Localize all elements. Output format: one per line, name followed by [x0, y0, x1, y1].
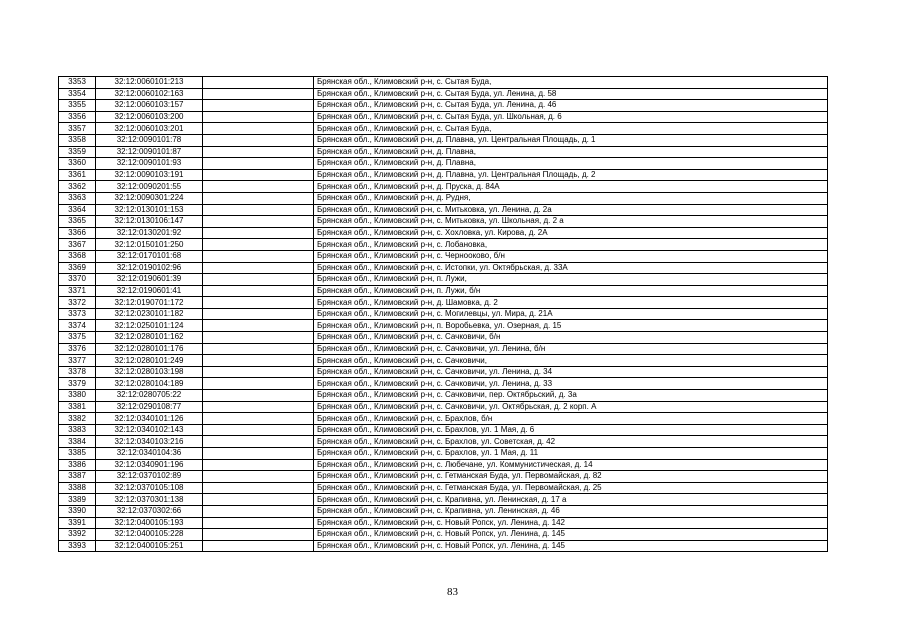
address-cell: Брянская обл., Климовский р-н, с. Сачковичи, ул. Ленина, д. 33	[314, 378, 828, 390]
table-row	[59, 204, 828, 216]
row-number-cell: 3357	[59, 123, 96, 135]
address-cell: Брянская обл., Климовский р-н, с. Хохловка, ул. Кирова, д. 2А	[314, 227, 828, 239]
empty-cell	[203, 216, 314, 228]
table-row	[59, 378, 828, 390]
row-number-cell: 3381	[59, 401, 96, 413]
table-row	[59, 332, 828, 344]
cadastral-number-cell: 32:12:0190601:39	[96, 274, 203, 286]
address-cell: Брянская обл., Климовский р-н, с. Сытая Буда, ул. Ленина, д. 46	[314, 100, 828, 112]
row-number-cell: 3373	[59, 308, 96, 320]
empty-cell	[203, 529, 314, 541]
cadastral-number-cell: 32:12:0090201:55	[96, 181, 203, 193]
table-row	[59, 355, 828, 367]
table-row	[59, 308, 828, 320]
table-row	[59, 262, 828, 274]
address-cell: Брянская обл., Климовский р-н, с. Сачковичи, ул. Ленина, д. 34	[314, 366, 828, 378]
empty-cell	[203, 274, 314, 286]
cadastral-number-cell: 32:12:0370102:89	[96, 471, 203, 483]
property-registry-table	[58, 76, 828, 552]
table-row	[59, 250, 828, 262]
row-number-cell: 3380	[59, 390, 96, 402]
row-number-cell: 3376	[59, 343, 96, 355]
table-row	[59, 517, 828, 529]
empty-cell	[203, 285, 314, 297]
cadastral-number-cell: 32:12:0400105:251	[96, 540, 203, 552]
address-cell: Брянская обл., Климовский р-н, с. Сачковичи, ул. Октябрьская, д. 2 корп. А	[314, 401, 828, 413]
cadastral-number-cell: 32:12:0090101:87	[96, 146, 203, 158]
cadastral-number-cell: 32:12:0230101:182	[96, 308, 203, 320]
table-row	[59, 227, 828, 239]
table-row	[59, 424, 828, 436]
table-row	[59, 111, 828, 123]
table-row	[59, 239, 828, 251]
table-row	[59, 297, 828, 309]
row-number-cell: 3370	[59, 274, 96, 286]
cadastral-number-cell: 32:12:0090103:191	[96, 169, 203, 181]
row-number-cell: 3358	[59, 134, 96, 146]
empty-cell	[203, 355, 314, 367]
empty-cell	[203, 100, 314, 112]
cadastral-number-cell: 32:12:0340103:216	[96, 436, 203, 448]
cadastral-number-cell: 32:12:0190701:172	[96, 297, 203, 309]
empty-cell	[203, 169, 314, 181]
row-number-cell: 3388	[59, 482, 96, 494]
cadastral-number-cell: 32:12:0340101:126	[96, 413, 203, 425]
address-cell: Брянская обл., Климовский р-н, с. Новый Ропск, ул. Ленина, д. 142	[314, 517, 828, 529]
empty-cell	[203, 448, 314, 460]
table-row	[59, 482, 828, 494]
empty-cell	[203, 227, 314, 239]
table-row	[59, 158, 828, 170]
empty-cell	[203, 181, 314, 193]
empty-cell	[203, 343, 314, 355]
row-number-cell: 3359	[59, 146, 96, 158]
table-row	[59, 123, 828, 135]
empty-cell	[203, 436, 314, 448]
row-number-cell: 3377	[59, 355, 96, 367]
registry-table-body	[59, 77, 828, 552]
cadastral-number-cell: 32:12:0370105:108	[96, 482, 203, 494]
table-row	[59, 192, 828, 204]
empty-cell	[203, 111, 314, 123]
row-number-cell: 3393	[59, 540, 96, 552]
address-cell: Брянская обл., Климовский р-н, с. Сачковичи, б/н	[314, 332, 828, 344]
cadastral-number-cell: 32:12:0060103:200	[96, 111, 203, 123]
empty-cell	[203, 390, 314, 402]
row-number-cell: 3365	[59, 216, 96, 228]
cadastral-number-cell: 32:12:0340104:36	[96, 448, 203, 460]
table-row	[59, 146, 828, 158]
address-cell: Брянская обл., Климовский р-н, с. Новый Ропск, ул. Ленина, д. 145	[314, 529, 828, 541]
address-cell: Брянская обл., Климовский р-н, с. Сытая Буда, ул. Ленина, д. 58	[314, 88, 828, 100]
table-row	[59, 343, 828, 355]
row-number-cell: 3389	[59, 494, 96, 506]
address-cell: Брянская обл., Климовский р-н, с. Сытая Буда, ул. Школьная, д. 6	[314, 111, 828, 123]
cadastral-number-cell: 32:12:0060102:163	[96, 88, 203, 100]
empty-cell	[203, 494, 314, 506]
row-number-cell: 3387	[59, 471, 96, 483]
table-row	[59, 448, 828, 460]
empty-cell	[203, 146, 314, 158]
empty-cell	[203, 471, 314, 483]
address-cell: Брянская обл., Климовский р-н, д. Пруска, д. 84А	[314, 181, 828, 193]
table-row	[59, 436, 828, 448]
address-cell: Брянская обл., Климовский р-н, п. Лужи,	[314, 274, 828, 286]
address-cell: Брянская обл., Климовский р-н, с. Новый Ропск, ул. Ленина, д. 145	[314, 540, 828, 552]
row-number-cell: 3362	[59, 181, 96, 193]
address-cell: Брянская обл., Климовский р-н, с. Сытая Буда,	[314, 77, 828, 89]
address-cell: Брянская обл., Климовский р-н, п. Воробьевка, ул. Озерная, д. 15	[314, 320, 828, 332]
row-number-cell: 3378	[59, 366, 96, 378]
cadastral-number-cell: 32:12:0130101:153	[96, 204, 203, 216]
empty-cell	[203, 158, 314, 170]
address-cell: Брянская обл., Климовский р-н, д. Плавна, ул. Центральная Площадь, д. 1	[314, 134, 828, 146]
row-number-cell: 3353	[59, 77, 96, 89]
empty-cell	[203, 540, 314, 552]
empty-cell	[203, 239, 314, 251]
address-cell: Брянская обл., Климовский р-н, с. Сачковичи, ул. Ленина, б/н	[314, 343, 828, 355]
address-cell: Брянская обл., Климовский р-н, с. Любечане, ул. Коммунистическая, д. 14	[314, 459, 828, 471]
cadastral-number-cell: 32:12:0400105:228	[96, 529, 203, 541]
address-cell: Брянская обл., Климовский р-н, с. Крапивна, ул. Ленинская, д. 17 а	[314, 494, 828, 506]
row-number-cell: 3355	[59, 100, 96, 112]
empty-cell	[203, 424, 314, 436]
row-number-cell: 3386	[59, 459, 96, 471]
cadastral-number-cell: 32:12:0280705:22	[96, 390, 203, 402]
address-cell: Брянская обл., Климовский р-н, с. Гетманская Буда, ул. Первомайская, д. 25	[314, 482, 828, 494]
address-cell: Брянская обл., Климовский р-н, с. Гетманская Буда, ул. Первомайская, д. 82	[314, 471, 828, 483]
empty-cell	[203, 204, 314, 216]
row-number-cell: 3371	[59, 285, 96, 297]
address-cell: Брянская обл., Климовский р-н, д. Плавна, ул. Центральная Площадь, д. 2	[314, 169, 828, 181]
empty-cell	[203, 297, 314, 309]
cadastral-number-cell: 32:12:0060103:157	[96, 100, 203, 112]
row-number-cell: 3361	[59, 169, 96, 181]
row-number-cell: 3364	[59, 204, 96, 216]
cadastral-number-cell: 32:12:0280104:189	[96, 378, 203, 390]
table-row	[59, 169, 828, 181]
row-number-cell: 3385	[59, 448, 96, 460]
cadastral-number-cell: 32:12:0370302:66	[96, 505, 203, 517]
table-row	[59, 494, 828, 506]
address-cell: Брянская обл., Климовский р-н, с. Брахлов, ул. 1 Мая, д. 11	[314, 448, 828, 460]
row-number-cell: 3382	[59, 413, 96, 425]
address-cell: Брянская обл., Климовский р-н, с. Истопки, ул. Октябрьская, д. 33А	[314, 262, 828, 274]
address-cell: Брянская обл., Климовский р-н, с. Брахлов, б/н	[314, 413, 828, 425]
empty-cell	[203, 517, 314, 529]
empty-cell	[203, 320, 314, 332]
cadastral-number-cell: 32:12:0290108:77	[96, 401, 203, 413]
empty-cell	[203, 88, 314, 100]
empty-cell	[203, 401, 314, 413]
row-number-cell: 3379	[59, 378, 96, 390]
cadastral-number-cell: 32:12:0190102:96	[96, 262, 203, 274]
cadastral-number-cell: 32:12:0370301:138	[96, 494, 203, 506]
cadastral-number-cell: 32:12:0340102:143	[96, 424, 203, 436]
cadastral-number-cell: 32:12:0090301:224	[96, 192, 203, 204]
address-cell: Брянская обл., Климовский р-н, с. Могилевцы, ул. Мира, д. 21А	[314, 308, 828, 320]
row-number-cell: 3372	[59, 297, 96, 309]
cadastral-number-cell: 32:12:0190601:41	[96, 285, 203, 297]
row-number-cell: 3383	[59, 424, 96, 436]
table-row	[59, 471, 828, 483]
address-cell: Брянская обл., Климовский р-н, д. Плавна,	[314, 146, 828, 158]
row-number-cell: 3369	[59, 262, 96, 274]
row-number-cell: 3390	[59, 505, 96, 517]
empty-cell	[203, 262, 314, 274]
empty-cell	[203, 134, 314, 146]
cadastral-number-cell: 32:12:0280101:176	[96, 343, 203, 355]
cadastral-number-cell: 32:12:0340901:196	[96, 459, 203, 471]
empty-cell	[203, 308, 314, 320]
empty-cell	[203, 378, 314, 390]
table-row	[59, 413, 828, 425]
table-row	[59, 459, 828, 471]
address-cell: Брянская обл., Климовский р-н, с. Брахлов, ул. 1 Мая, д. 6	[314, 424, 828, 436]
table-row	[59, 100, 828, 112]
row-number-cell: 3374	[59, 320, 96, 332]
cadastral-number-cell: 32:12:0280101:249	[96, 355, 203, 367]
cadastral-number-cell: 32:12:0130106:147	[96, 216, 203, 228]
table-row	[59, 88, 828, 100]
empty-cell	[203, 482, 314, 494]
empty-cell	[203, 77, 314, 89]
row-number-cell: 3367	[59, 239, 96, 251]
row-number-cell: 3366	[59, 227, 96, 239]
page-number: 83	[447, 586, 458, 598]
address-cell: Брянская обл., Климовский р-н, с. Брахлов, ул. Советская, д. 42	[314, 436, 828, 448]
empty-cell	[203, 413, 314, 425]
cadastral-number-cell: 32:12:0280103:198	[96, 366, 203, 378]
empty-cell	[203, 459, 314, 471]
table-row	[59, 505, 828, 517]
address-cell: Брянская обл., Климовский р-н, д. Рудня,	[314, 192, 828, 204]
table-row	[59, 401, 828, 413]
table-row	[59, 77, 828, 89]
table-row	[59, 366, 828, 378]
address-cell: Брянская обл., Климовский р-н, п. Лужи, б/н	[314, 285, 828, 297]
address-cell: Брянская обл., Климовский р-н, с. Митьковка, ул. Ленина, д. 2а	[314, 204, 828, 216]
address-cell: Брянская обл., Климовский р-н, с. Сачковичи, пер. Октябрьский, д. 3а	[314, 390, 828, 402]
row-number-cell: 3391	[59, 517, 96, 529]
cadastral-number-cell: 32:12:0060103:201	[96, 123, 203, 135]
row-number-cell: 3356	[59, 111, 96, 123]
address-cell: Брянская обл., Климовский р-н, с. Крапивна, ул. Ленинская, д. 46	[314, 505, 828, 517]
empty-cell	[203, 192, 314, 204]
row-number-cell: 3384	[59, 436, 96, 448]
row-number-cell: 3354	[59, 88, 96, 100]
cadastral-number-cell: 32:12:0170101:68	[96, 250, 203, 262]
cadastral-number-cell: 32:12:0280101:162	[96, 332, 203, 344]
address-cell: Брянская обл., Климовский р-н, с. Сачковичи,	[314, 355, 828, 367]
address-cell: Брянская обл., Климовский р-н, с. Сытая Буда,	[314, 123, 828, 135]
table-row	[59, 390, 828, 402]
cadastral-number-cell: 32:12:0130201:92	[96, 227, 203, 239]
table-row	[59, 320, 828, 332]
cadastral-number-cell: 32:12:0150101:250	[96, 239, 203, 251]
empty-cell	[203, 505, 314, 517]
row-number-cell: 3363	[59, 192, 96, 204]
cadastral-number-cell: 32:12:0400105:193	[96, 517, 203, 529]
table-row	[59, 285, 828, 297]
row-number-cell: 3360	[59, 158, 96, 170]
address-cell: Брянская обл., Климовский р-н, д. Шамовка, д. 2	[314, 297, 828, 309]
table-row	[59, 540, 828, 552]
row-number-cell: 3392	[59, 529, 96, 541]
address-cell: Брянская обл., Климовский р-н, с. Лобановка,	[314, 239, 828, 251]
table-row	[59, 529, 828, 541]
address-cell: Брянская обл., Климовский р-н, д. Плавна,	[314, 158, 828, 170]
cadastral-number-cell: 32:12:0090101:78	[96, 134, 203, 146]
empty-cell	[203, 366, 314, 378]
empty-cell	[203, 332, 314, 344]
address-cell: Брянская обл., Климовский р-н, с. Митьковка, ул. Школьная, д. 2 а	[314, 216, 828, 228]
cadastral-number-cell: 32:12:0060101:213	[96, 77, 203, 89]
row-number-cell: 3375	[59, 332, 96, 344]
empty-cell	[203, 123, 314, 135]
table-row	[59, 181, 828, 193]
cadastral-number-cell: 32:12:0090101:93	[96, 158, 203, 170]
table-row	[59, 216, 828, 228]
table-row	[59, 134, 828, 146]
cadastral-number-cell: 32:12:0250101:124	[96, 320, 203, 332]
row-number-cell: 3368	[59, 250, 96, 262]
address-cell: Брянская обл., Климовский р-н, с. Чернооково, б/н	[314, 250, 828, 262]
empty-cell	[203, 250, 314, 262]
table-row	[59, 274, 828, 286]
